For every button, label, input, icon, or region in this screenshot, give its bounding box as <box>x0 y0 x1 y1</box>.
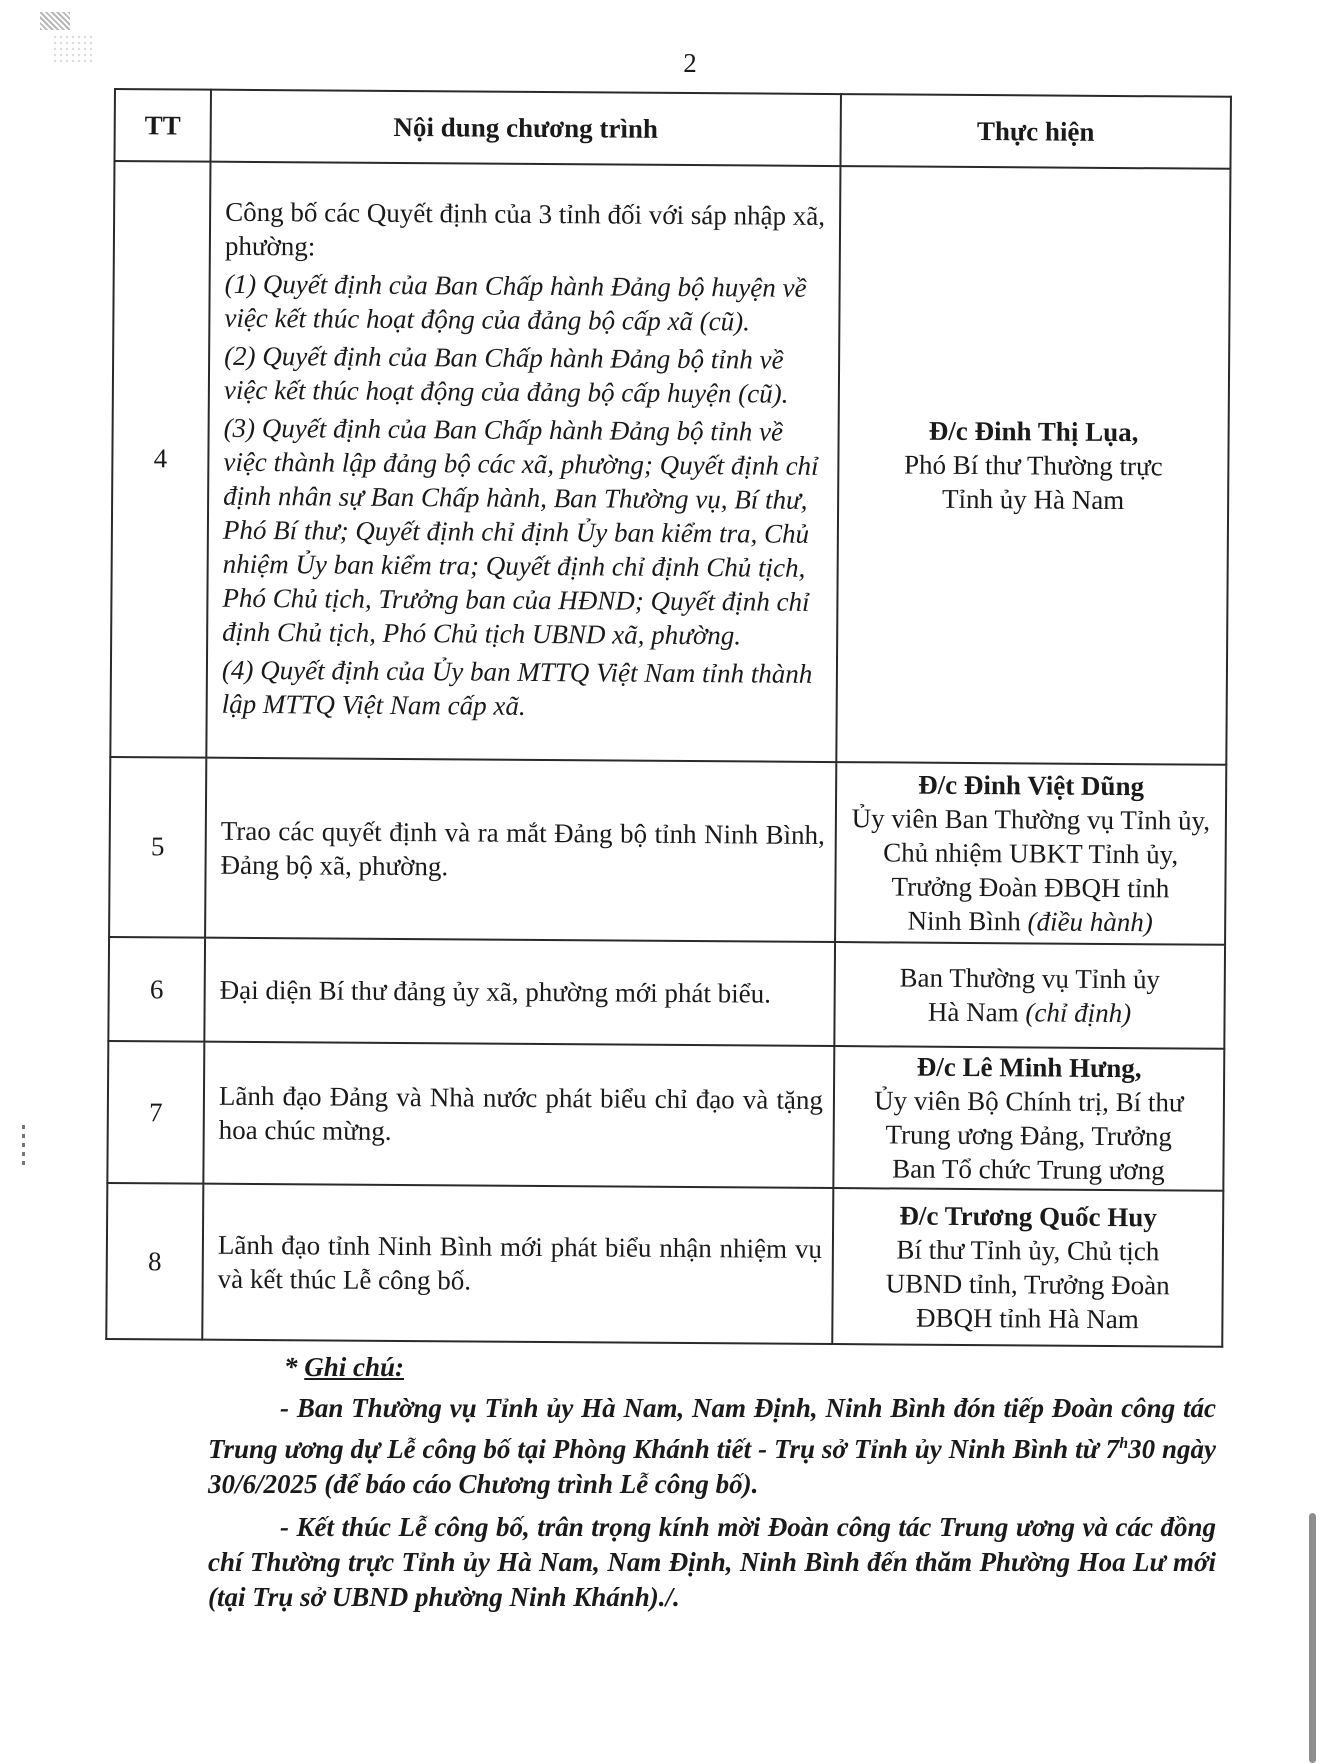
responsible-name: Đ/c Đinh Thị Lụa, <box>928 415 1139 447</box>
row-responsible <box>834 942 1225 1048</box>
note-text: - Ban Thường vụ Tỉnh ủy Hà Nam, Nam Định, Ninh Bình đón tiếp Đoàn công tác Trung ương dự Lễ công bố tại Phòng Khánh tiết - Trụ sở Tỉnh ủy Ninh Bình từ 7 <box>208 1393 1216 1464</box>
content-intro: Công bố các Quyết định của 3 tỉnh đối với sáp nhập xã, phường: <box>224 196 826 262</box>
responsible-title: UBND tỉnh, Trưởng Đoàn <box>885 1268 1170 1301</box>
table-row <box>107 1041 1224 1191</box>
row-content: Đại diện Bí thư đảng ủy xã, phường mới phát biểu. <box>204 938 835 1046</box>
responsible-title: Trưởng Đoàn ĐBQH tỉnh <box>891 871 1170 904</box>
responsible-title: Bí thư Tỉnh ủy, Chủ tịch <box>896 1234 1160 1267</box>
row-responsible <box>833 1046 1224 1191</box>
note-item: - Kết thúc Lễ công bố, trân trọng kính mời Đoàn công tác Trung ương và các đồng chí Thường trực Tỉnh ủy Hà Nam, Nam Định, Ninh Bình đến thăm Phường Hoa Lư mới (tại Trụ sở UBND phường Ninh Khánh)./. <box>208 1512 1216 1612</box>
table-row <box>110 161 1230 764</box>
row-responsible <box>836 166 1230 764</box>
responsible-title: Phó Bí thư Thường trực <box>903 449 1163 482</box>
content-item: (1) Quyết định của Ban Chấp hành Đảng bộ huyện về việc kết thúc hoạt động của đảng bộ cấp xã (cũ). <box>224 268 807 337</box>
row-number: 8 <box>106 1183 203 1339</box>
scrollbar[interactable] <box>1309 1513 1316 1763</box>
responsible-place: Hà Nam <box>927 996 1019 1028</box>
row-number: 4 <box>110 161 210 757</box>
responsible-title: Tỉnh ủy Hà Nam <box>941 483 1125 515</box>
responsible-title: Ủy viên Bộ Chính trị, Bí thư <box>874 1085 1184 1118</box>
table-row <box>108 937 1225 1048</box>
note-item <box>208 1391 1216 1502</box>
row-content: Trao các quyết định và ra mắt Đảng bộ tỉnh Ninh Bình, Đảng bộ xã, phường. <box>205 757 836 942</box>
table-row <box>106 1183 1223 1346</box>
responsible-name: Đ/c Đinh Việt Dũng <box>918 769 1145 802</box>
responsible-title: Chủ nhiệm UBKT Tỉnh ủy, <box>883 837 1179 870</box>
scan-artifact <box>40 12 70 30</box>
row-number: 6 <box>108 937 205 1041</box>
notes-star: * <box>284 1352 298 1382</box>
page-number: 2 <box>683 48 697 78</box>
content-item: (4) Quyết định của Ủy ban MTTQ Việt Nam tỉnh thành lập MTTQ Việt Nam cấp xã. <box>221 654 813 721</box>
responsible-title: ĐBQH tỉnh Hà Nam <box>915 1302 1139 1335</box>
responsible-title: Ban Tổ chức Trung ương <box>892 1153 1165 1186</box>
row-number: 7 <box>107 1041 204 1184</box>
responsible-title: Ủy viên Ban Thường vụ Tỉnh ủy, <box>851 803 1211 836</box>
note-text: 30 ngày 30/6/2025 (để báo cáo Chương trình Lễ công bố). <box>208 1434 1217 1499</box>
responsible-title: Trung ương Đảng, Trưởng <box>885 1119 1172 1152</box>
notes-section <box>208 1350 1216 1623</box>
responsible-role-note: (điều hành) <box>1027 906 1153 938</box>
responsible-title: Ban Thường vụ Tỉnh ủy <box>899 962 1161 995</box>
content-item: (3) Quyết định của Ban Chấp hành Đảng bộ tỉnh về việc thành lập đảng bộ các xã, phường; Quyết định chỉ định nhân sự Ban Chấp hành, Ban Thường vụ, Bí thư, Phó Bí thư; Quyết định chỉ định Ủy ban kiểm tra, Chủ nhiệm Ủy ban kiểm tra; Quyết định chỉ định Chủ tịch, Phó Chủ tịch, Trưởng ban của HĐND; Quyết định chỉ định Chủ tịch, Phó Chủ tịch UBND xã, phường. <box>222 412 819 651</box>
row-responsible <box>835 762 1226 945</box>
program-table <box>105 88 1232 1348</box>
row-content: Lãnh đạo Đảng và Nhà nước phát biểu chỉ đạo và tặng hoa chúc mừng. <box>203 1041 834 1188</box>
row-content <box>206 162 840 762</box>
header-responsible: Thực hiện <box>840 94 1230 169</box>
table-row <box>109 757 1226 946</box>
header-tt: TT <box>114 89 211 162</box>
responsible-place: Ninh Bình <box>907 905 1021 937</box>
row-content: Lãnh đạo tỉnh Ninh Bình mới phát biểu nhận nhiệm vụ và kết thúc Lễ công bố. <box>202 1184 833 1344</box>
header-content: Nội dung chương trình <box>210 90 840 166</box>
notes-heading <box>208 1350 1216 1385</box>
row-responsible <box>832 1188 1223 1346</box>
responsible-role-note: (chỉ định) <box>1025 997 1132 1029</box>
scan-edge-marks <box>22 1125 25 1170</box>
responsible-name: Đ/c Lê Minh Hưng, <box>916 1051 1142 1084</box>
responsible-name: Đ/c Trương Quốc Huy <box>899 1200 1157 1233</box>
notes-title: Ghi chú: <box>304 1352 405 1382</box>
table-header-row <box>114 89 1230 169</box>
responsible-title-last <box>839 994 1219 1031</box>
note-superscript: h <box>1119 1435 1129 1452</box>
responsible-title-last <box>840 903 1220 940</box>
content-item: (2) Quyết định của Ban Chấp hành Đảng bộ tỉnh về việc kết thúc hoạt động của đảng bộ cấp huyện (cũ). <box>223 340 789 409</box>
row-number: 5 <box>109 757 206 938</box>
